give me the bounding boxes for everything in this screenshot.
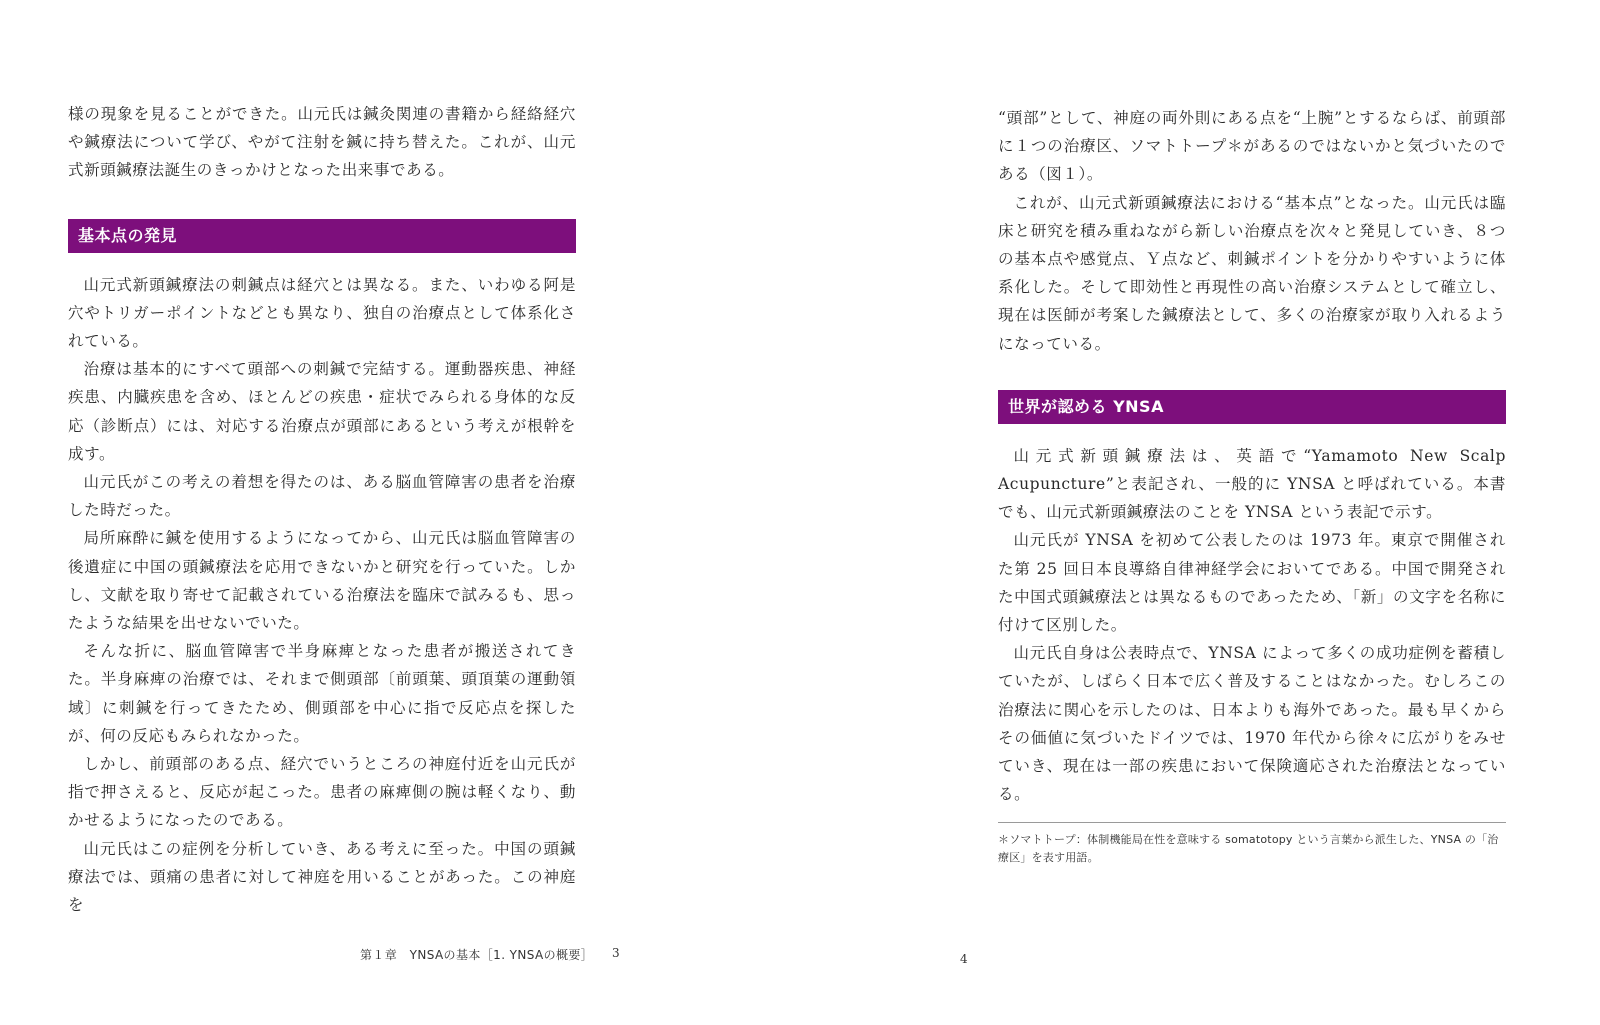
running-footer: 第１章 YNSAの基本［1. YNSAの概要］ [360,948,594,962]
body-paragraph: 治療は基本的にすべて頭部への刺鍼で完結する。運動器疾患、神経疾患、内臓疾患を含め、ほとんどの疾患・症状でみられる身体的な反応（診断点）には、対応する治療点が頭部にあるという考えが根幹を成す。 [68,360,576,463]
body-paragraph: 山元氏がこの考えの着想を得たのは、ある脳血管障害の患者を治療した時だった。 [68,473,576,520]
body-paragraph: しかし、前頭部のある点、経穴でいうところの神庭付近を山元氏が指で押さえると、反応が起こった。患者の麻痺側の腕は軽くなり、動かせるようになったのである。 [68,755,576,830]
footnote-area [998,822,1506,867]
body-paragraph: 山元式新頭鍼療法の刺鍼点は経穴とは異なる。また、いわゆる阿是穴やトリガーポイントなどとも異なり、独自の治療点として体系化されている。 [68,275,576,351]
body-paragraph: そんな折に、脳血管障害で半身麻痺となった患者が搬送されてきた。半身麻痺の治療では、それまで側頭部〔前頭葉、頭頂葉の運動領域〕に刺鍼を行ってきたため、側頭部を中心に指で反応点を探したが、何の反応もみられなかった。 [68,642,576,745]
footnote-text: ＊ソマトトープ：体制機能局在性を意味する somatotopy という言葉から派生した、YNSA の「治療区」を表す用語。 [998,833,1499,864]
body-paragraph: “頭部”として、神庭の両外則にある点を“上腕”とするならば、前頭部に１つの治療区、ソマトトープ＊があるのではないかと気づいたのである（図１）。 [998,109,1506,184]
body-paragraph: 局所麻酔に鍼を使用するようになってから、山元氏は脳血管障害の後遺症に中国の頭鍼療法を応用できないかと研究を行っていた。しかし、文献を取り寄せて記載されている治療法を臨床で試みるも、思ったような結果を出せないでいた。 [68,529,576,633]
page-number-left: 3 [612,946,620,960]
right-text-column [998,104,1506,808]
body-paragraph: 山元氏はこの症例を分析していき、ある考えに至った。中国の頭鍼療法では、頭痛の患者に対して神庭を用いることがあった。この神庭を [68,839,576,915]
page-number-right: 4 [960,952,968,966]
section-heading-kihonten: 基本点の発見 [68,219,576,253]
body-paragraph: 山元式新頭鍼療法は、英語で“Yamamoto New Scalp Acupuncture”と表記され、一般的に YNSA と呼ばれている。本書でも、山元式新頭鍼療法のことを YNSA という表記で示す。 [998,446,1506,522]
right-page [800,0,1600,1025]
body-paragraph: 山元氏自身は公表時点で、YNSA によって多くの成功症例を蓄積していたが、しばらく日本で広く普及することはなかった。むしろこの治療法に関心を示したのは、日本よりも海外であった。最も早くからその価値に気づいたドイツでは、1970 年代から徐々に広がりをみせていき、現在は一部の疾患において保険適応された治療法となっている。 [998,644,1506,804]
body-paragraph: 様の現象を見ることができた。山元氏は鍼灸関連の書籍から経絡経穴や鍼療法について学び、やがて注射を鍼に持ち替えた。これが、山元式新頭鍼療法誕生のきっかけとなった出来事である。 [68,105,576,180]
footnote-divider [998,822,1506,823]
body-paragraph: 山元氏が YNSA を初めて公表したのは 1973 年。東京で開催された第 25 回日本良導絡自律神経学会においてである。中国で開発された中国式頭鍼療法とは異なるものであったため、「新」の文字を名称に付けて区別した。 [998,531,1506,635]
left-text-column [68,100,576,919]
section-heading-ynsa: 世界が認める YNSA [998,390,1506,424]
body-paragraph: これが、山元式新頭鍼療法における“基本点”となった。山元氏は臨床と研究を積み重ねながら新しい治療点を次々と発見していき、８つの基本点や感覚点、Ｙ点など、刺鍼ポイントを分かりやすいように体系化した。そして即効性と再現性の高い治療システムとして確立し、現在は医師が考案した鍼療法として、多くの治療家が取り入れるようになっている。 [998,193,1506,353]
